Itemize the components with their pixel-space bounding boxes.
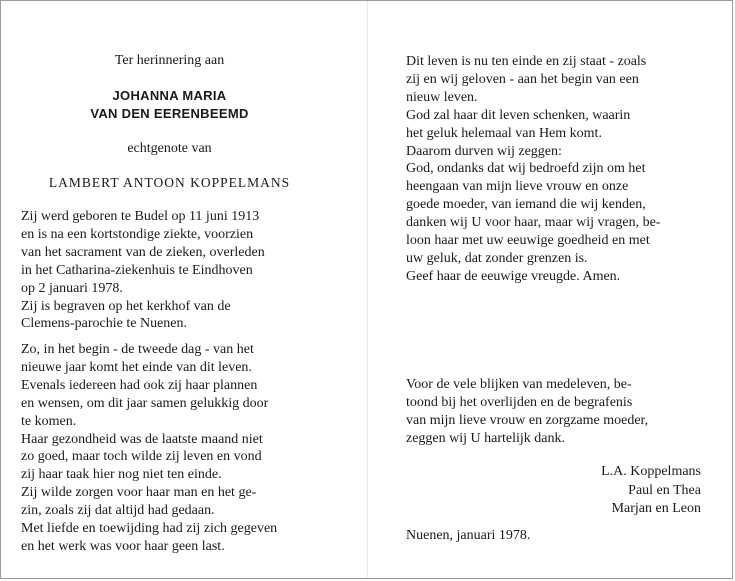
prayer-line: God, ondanks dat wij bedroefd zijn om het [406,161,646,177]
story-paragraph [21,341,318,556]
card-fold [367,1,368,578]
story-line: zij haar taak hier nog niet ten einde. [21,467,222,483]
signer-name: Marjan en Leon [611,501,701,516]
signer-name: Paul en Thea [628,482,701,498]
prayer-line: Daarom durven wij zeggen: [406,143,562,159]
bio-paragraph [21,208,318,333]
thanks-line: toond bij het overlijden en de begrafenis [406,394,633,410]
prayer-line: danken wij U voor haar, maar wij vragen, be- [406,215,661,231]
spouse-name: LAMBERT ANTOON KOPPELMANS [48,175,291,190]
story-line: nieuwe jaar komt het einde van dit leven. [21,359,252,375]
story-line: zo goed, maar toch wilde zij leven en vond [21,449,262,465]
story-line: Haar gezondheid was de laatste maand niet [21,431,263,447]
prayer-line: uw geluk, dat zonder grenzen is. [406,250,588,266]
relation-text: echtgenote van [127,141,212,156]
bio-line: en is na een kortstondige ziekte, voorzien [21,226,254,242]
thanks-line: Voor de vele blijken van medeleven, be- [406,377,632,392]
prayer-line: goede moeder, van iemand die wij kenden, [406,197,646,213]
bio-line: Zij is begraven op het kerkhof van de [21,298,231,314]
story-line: Zo, in het begin - de tweede dag - van het [21,342,254,357]
thanks-line: van mijn lieve vrouw en zorgzame moeder, [406,412,649,428]
prayer-line: zij en wij geloven - aan het begin van een [406,71,639,87]
story-line: Met liefde en toewijding had zij zich gegeven [21,521,278,537]
bio-line: van het sacrament van de zieken, overleden [21,244,265,260]
bio-line: in het Catharina-ziekenhuis te Eindhoven [21,262,253,278]
prayer-line: Dit leven is nu ten einde en zij staat - zoals [406,54,647,69]
bio-line: op 2 januari 1978. [21,280,123,296]
bio-line: Zij werd geboren te Budel op 11 juni 1913 [21,209,260,224]
thanks-paragraph [406,376,702,448]
deceased-name-line2: VAN DEN EERENBEEMD [90,106,249,121]
prayer-line: nieuw leven. [406,89,478,105]
prayer-line: heengaan van mijn lieve vrouw en onze [406,179,629,195]
thanks-line: zeggen wij U hartelijk dank. [406,430,566,446]
story-line: zin, zoals zij dat altijd had gedaan. [21,503,215,519]
prayer-line: loon haar met uw eeuwige goedheid en met [406,233,650,249]
story-line: te komen. [21,413,77,429]
bio-line: Clemens-parochie te Nuenen. [21,316,187,332]
story-line: Evenals iedereen had ook zij haar plannen [21,377,258,393]
intro-text: Ter herinnering aan [114,53,225,68]
prayer-line: het geluk helemaal van Hem komt. [406,125,602,141]
deceased-name-line1: JOHANNA MARIA [112,88,227,103]
story-line: Zij wilde zorgen voor haar man en het ge- [21,485,257,501]
story-line: en het werk was voor haar geen last. [21,538,225,554]
prayer-line: Geef haar de eeuwige vreugde. Amen. [406,268,621,284]
prayer-line: God zal haar dit leven schenken, waarin [406,107,631,123]
story-line: en wensen, om dit jaar samen gelukkig door [21,395,269,411]
signer-name: L.A. Koppelmans [601,464,701,479]
prayer-paragraph [406,53,702,286]
place-date: Nuenen, januari 1978. [406,528,531,543]
signers-block [521,463,701,519]
